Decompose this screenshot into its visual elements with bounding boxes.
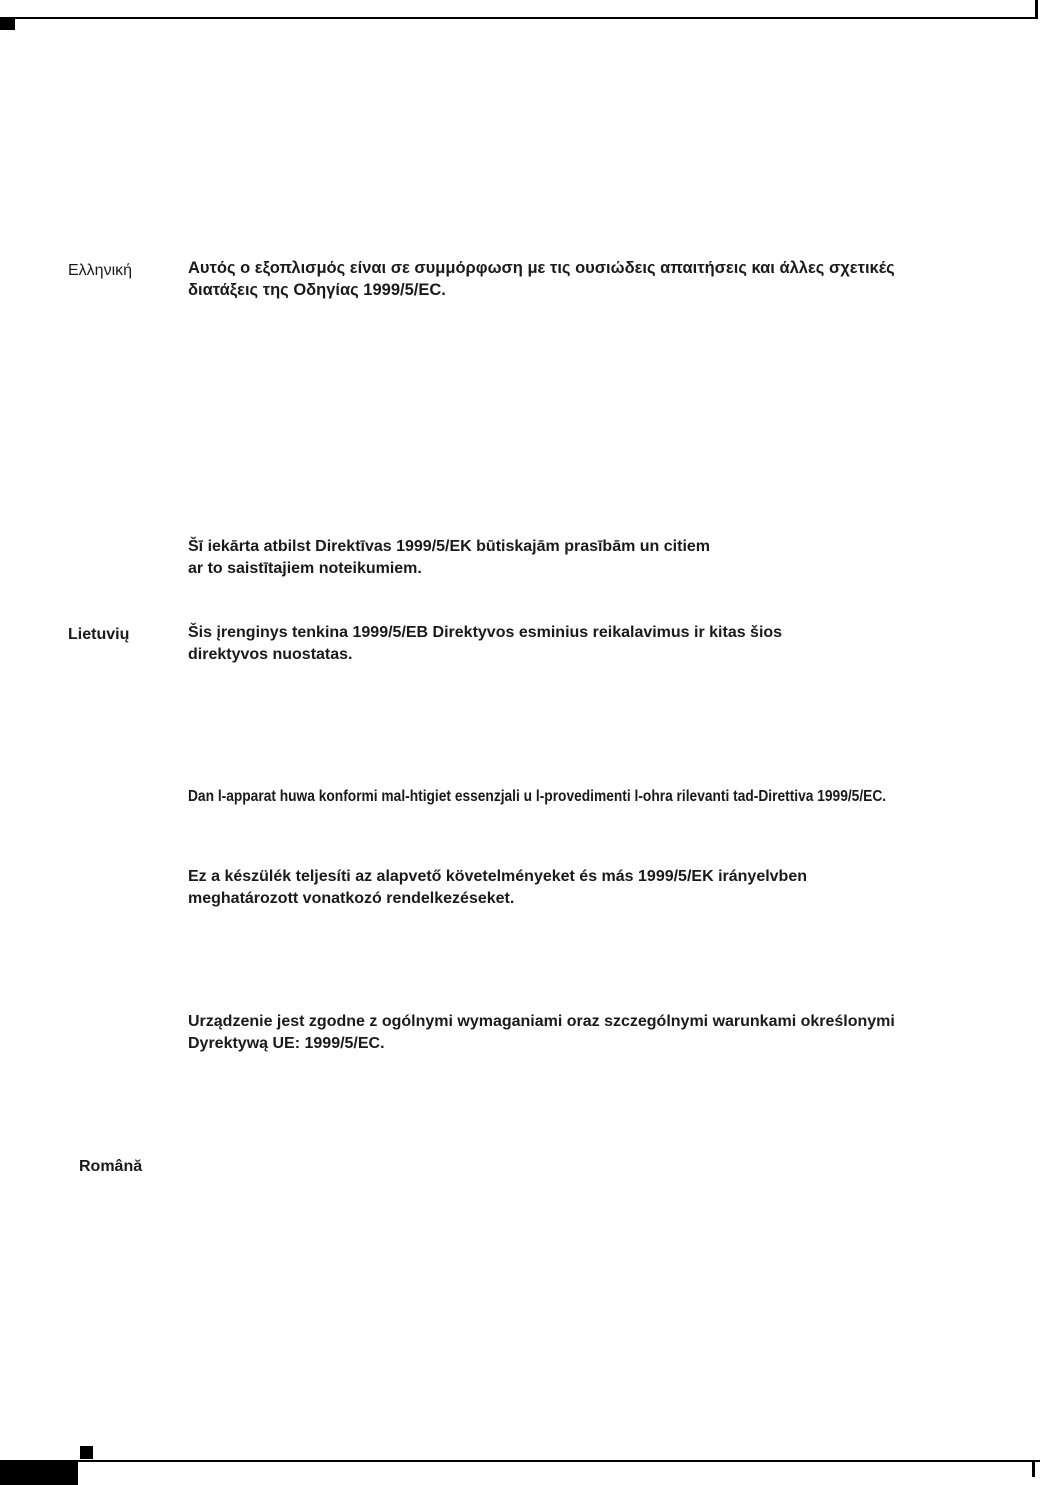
language-label-romanian: Română — [79, 1158, 143, 1175]
declaration-lithuanian-line-1: Šis įrenginys tenkina 1999/5/EB Direktyvos esminius reikalavimus ir kitas šios — [188, 624, 783, 641]
header-rule — [0, 17, 1038, 19]
language-label-lithuanian: Lietuvių — [68, 626, 130, 643]
declaration-latvian-line-2: ar to saistītajiem noteikumiem. — [188, 560, 422, 577]
footer-rule — [0, 1460, 1040, 1462]
declaration-greek — [188, 257, 895, 301]
declaration-polish-line-2: Dyrektywą UE: 1999/5/EC. — [188, 1035, 385, 1052]
declaration-polish — [188, 1011, 895, 1055]
footer-block — [0, 1462, 78, 1485]
declaration-polish-line-1: Urządzenie jest zgodne z ogólnymi wymaganiami oraz szczególnymi warunkami określonymi — [188, 1013, 895, 1030]
footer-marker — [80, 1446, 93, 1459]
declaration-hungarian-line-1: Ez a készülék teljesíti az alapvető követelményeket és más 1999/5/EK irányelvben — [188, 868, 807, 885]
language-label-greek: Ελληνική — [68, 262, 133, 279]
declaration-maltese-line-1: Dan l-apparat huwa konformi mal-htigiet essenzjali u l-provedimenti l-ohra rilevanti tad-Direttiva 1999/5/EC. — [188, 788, 887, 805]
declaration-latvian — [188, 536, 710, 580]
declaration-maltese — [188, 786, 1000, 808]
declaration-latvian-line-1: Šī iekārta atbilst Direktīvas 1999/5/EK būtiskajām prasībām un citiem — [188, 538, 711, 555]
declaration-greek-line-2: διατάξεις της Οδηγίας 1999/5/EC. — [188, 281, 446, 299]
declaration-lithuanian-line-2: direktyvos nuostatas. — [188, 646, 353, 663]
declaration-greek-line-1: Αυτός ο εξοπλισμός είναι σε συμμόρφωση με τις ουσιώδεις απαιτήσεις και άλλες σχετικές — [188, 259, 895, 277]
declaration-lithuanian — [188, 622, 782, 666]
declaration-hungarian-line-2: meghatározott vonatkozó rendelkezéseket. — [188, 890, 515, 907]
declaration-hungarian — [188, 866, 807, 910]
footer-corner-tick — [1032, 1460, 1035, 1477]
header-corner-tick — [1035, 0, 1038, 19]
header-marker — [0, 17, 15, 30]
